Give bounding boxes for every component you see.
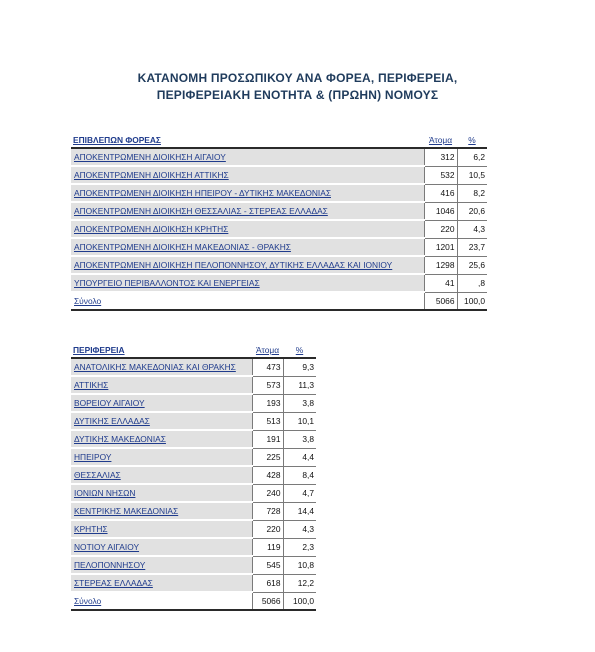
supervising-body-table [71, 133, 487, 311]
title-line-1: ΚΑΤΑΝΟΜΗ ΠΡΟΣΩΠΙΚΟΥ ΑΝΑ ΦΟΡΕΑ, ΠΕΡΙΦΕΡΕΙΑ, [137, 71, 458, 85]
row-percent: 8,2 [457, 184, 487, 202]
row-label: ΑΤΤΙΚΗΣ [71, 376, 252, 394]
table-row [71, 376, 316, 394]
row-percent: 8,4 [283, 466, 316, 484]
row-label: ΑΠΟΚΕΝΤΡΩΜΕΝΗ ΔΙΟΙΚΗΣΗ ΑΤΤΙΚΗΣ [71, 166, 424, 184]
row-persons: 41 [424, 274, 457, 292]
row-percent: 4,3 [457, 220, 487, 238]
row-label: ΑΠΟΚΕΝΤΡΩΜΕΝΗ ΔΙΟΙΚΗΣΗ ΚΡΗΤΗΣ [71, 220, 424, 238]
row-persons: 728 [252, 502, 283, 520]
row-percent: ,8 [457, 274, 487, 292]
row-persons: 428 [252, 466, 283, 484]
row-label: ΠΕΛΟΠΟΝΝΗΣΟΥ [71, 556, 252, 574]
table-row [71, 574, 316, 592]
table-header-row [71, 343, 316, 358]
row-label: ΑΠΟΚΕΝΤΡΩΜΕΝΗ ΔΙΟΙΚΗΣΗ ΠΕΛΟΠΟΝΝΗΣΟΥ, ΔΥΤΙΚΗΣ ΕΛΛΑΔΑΣ ΚΑΙ ΙΟΝΙΟΥ [71, 256, 424, 274]
row-label: ΔΥΤΙΚΗΣ ΕΛΛΑΔΑΣ [71, 412, 252, 430]
row-persons: 312 [424, 148, 457, 166]
row-percent: 11,3 [283, 376, 316, 394]
row-label: ΑΠΟΚΕΝΤΡΩΜΕΝΗ ΔΙΟΙΚΗΣΗ ΘΕΣΣΑΛΙΑΣ - ΣΤΕΡΕΑΣ ΕΛΛΑΔΑΣ [71, 202, 424, 220]
row-persons: 1201 [424, 238, 457, 256]
table-row [71, 148, 487, 166]
row-percent: 10,8 [283, 556, 316, 574]
table-row [71, 448, 316, 466]
row-persons: 618 [252, 574, 283, 592]
row-percent: 4,3 [283, 520, 316, 538]
row-label: ΑΠΟΚΕΝΤΡΩΜΕΝΗ ΔΙΟΙΚΗΣΗ ΗΠΕΙΡΟΥ - ΔΥΤΙΚΗΣ ΜΑΚΕΔΟΝΙΑΣ [71, 184, 424, 202]
total-label: Σύνολο [71, 292, 424, 310]
table-row [71, 274, 487, 292]
row-persons: 473 [252, 358, 283, 376]
column-header-body: ΕΠΙΒΛΕΠΩΝ ΦΟΡΕΑΣ [73, 135, 161, 145]
total-percent: 100,0 [283, 592, 316, 610]
total-percent: 100,0 [457, 292, 487, 310]
table-row [71, 466, 316, 484]
table-row [71, 184, 487, 202]
column-header-persons: Άτομα [255, 345, 280, 355]
table-row [71, 502, 316, 520]
table-row [71, 484, 316, 502]
row-label: ΑΠΟΚΕΝΤΡΩΜΕΝΗ ΔΙΟΙΚΗΣΗ ΜΑΚΕΔΟΝΙΑΣ - ΘΡΑΚΗΣ [71, 238, 424, 256]
row-persons: 532 [424, 166, 457, 184]
column-header-persons: Άτομα [428, 135, 453, 145]
row-percent: 9,3 [283, 358, 316, 376]
row-percent: 23,7 [457, 238, 487, 256]
total-persons: 5066 [252, 592, 283, 610]
row-percent: 3,8 [283, 430, 316, 448]
row-label: ΚΡΗΤΗΣ [71, 520, 252, 538]
row-persons: 573 [252, 376, 283, 394]
table-row [71, 238, 487, 256]
column-header-region: ΠΕΡΙΦΕΡΕΙΑ [73, 345, 125, 355]
table-row [71, 358, 316, 376]
region-table [71, 343, 316, 611]
table-row [71, 394, 316, 412]
table-row [71, 430, 316, 448]
row-percent: 25,6 [457, 256, 487, 274]
row-percent: 10,1 [283, 412, 316, 430]
column-header-percent: % [468, 135, 476, 145]
row-label: ΒΟΡΕΙΟΥ ΑΙΓΑΙΟΥ [71, 394, 252, 412]
table-total-row [71, 592, 316, 610]
table-total-row [71, 292, 487, 310]
page-title [0, 70, 595, 104]
row-label: ΣΤΕΡΕΑΣ ΕΛΛΑΔΑΣ [71, 574, 252, 592]
row-persons: 1298 [424, 256, 457, 274]
row-persons: 191 [252, 430, 283, 448]
table-row [71, 520, 316, 538]
total-persons: 5066 [424, 292, 457, 310]
total-label: Σύνολο [71, 592, 252, 610]
row-percent: 4,7 [283, 484, 316, 502]
table-row [71, 256, 487, 274]
row-persons: 545 [252, 556, 283, 574]
row-label: ΝΟΤΙΟΥ ΑΙΓΑΙΟΥ [71, 538, 252, 556]
row-label: ΔΥΤΙΚΗΣ ΜΑΚΕΔΟΝΙΑΣ [71, 430, 252, 448]
row-label: ΗΠΕΙΡΟΥ [71, 448, 252, 466]
table-row [71, 412, 316, 430]
row-persons: 225 [252, 448, 283, 466]
row-persons: 416 [424, 184, 457, 202]
table-header-row [71, 133, 487, 148]
row-percent: 12,2 [283, 574, 316, 592]
row-persons: 193 [252, 394, 283, 412]
table-row [71, 220, 487, 238]
row-percent: 4,4 [283, 448, 316, 466]
table-row [71, 166, 487, 184]
row-persons: 1046 [424, 202, 457, 220]
row-label: ΚΕΝΤΡΙΚΗΣ ΜΑΚΕΔΟΝΙΑΣ [71, 502, 252, 520]
row-percent: 10,5 [457, 166, 487, 184]
title-line-2: ΠΕΡΙΦΕΡΕΙΑΚΗ ΕΝΟΤΗΤΑ & (ΠΡΩΗΝ) ΝΟΜΟΥΣ [156, 88, 439, 102]
column-header-percent: % [295, 345, 304, 355]
row-percent: 3,8 [283, 394, 316, 412]
table-row [71, 556, 316, 574]
row-persons: 513 [252, 412, 283, 430]
row-label: ΙΟΝΙΩΝ ΝΗΣΩΝ [71, 484, 252, 502]
row-label: ΑΝΑΤΟΛΙΚΗΣ ΜΑΚΕΔΟΝΙΑΣ ΚΑΙ ΘΡΑΚΗΣ [71, 358, 252, 376]
row-percent: 14,4 [283, 502, 316, 520]
table-row [71, 202, 487, 220]
row-percent: 20,6 [457, 202, 487, 220]
row-label: ΑΠΟΚΕΝΤΡΩΜΕΝΗ ΔΙΟΙΚΗΣΗ ΑΙΓΑΙΟΥ [71, 148, 424, 166]
row-label: ΘΕΣΣΑΛΙΑΣ [71, 466, 252, 484]
row-percent: 2,3 [283, 538, 316, 556]
table-row [71, 538, 316, 556]
row-percent: 6,2 [457, 148, 487, 166]
row-label: ΥΠΟΥΡΓΕΙΟ ΠΕΡΙΒΑΛΛΟΝΤΟΣ ΚΑΙ ΕΝΕΡΓΕΙΑΣ [71, 274, 424, 292]
row-persons: 220 [424, 220, 457, 238]
row-persons: 220 [252, 520, 283, 538]
row-persons: 240 [252, 484, 283, 502]
row-persons: 119 [252, 538, 283, 556]
